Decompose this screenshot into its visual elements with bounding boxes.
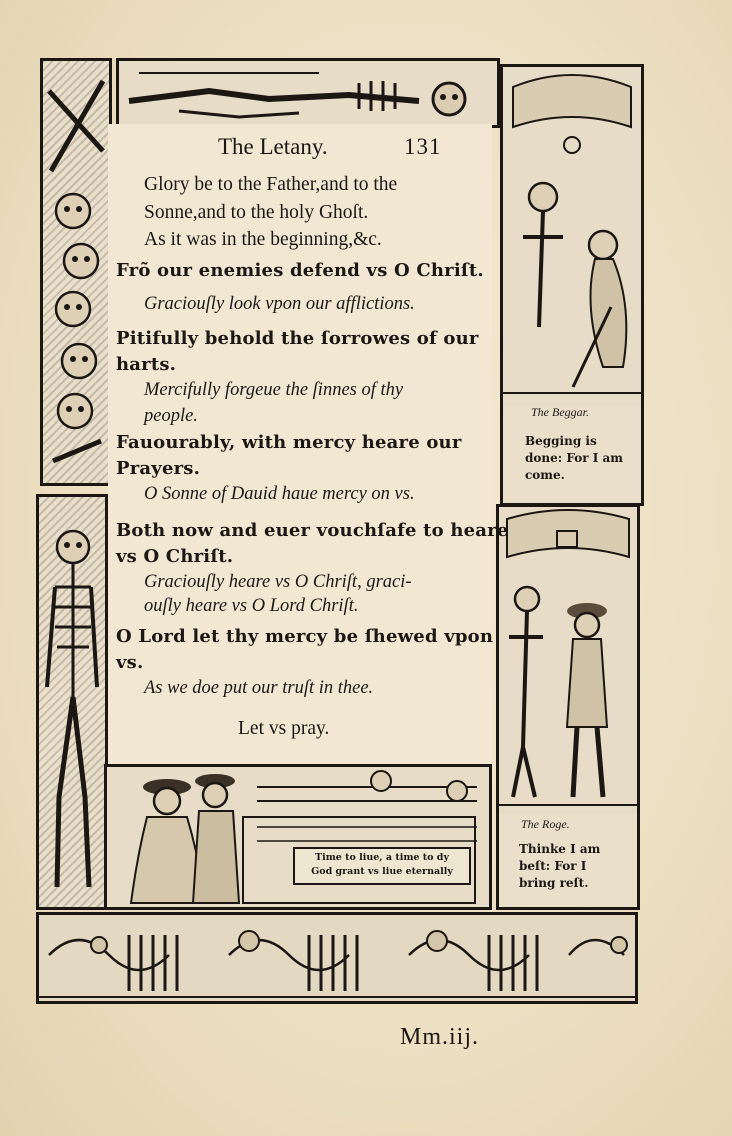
running-title: The Letany. [218, 134, 328, 159]
text-line: Sonne,and to the holy Ghoſt. [144, 202, 369, 223]
right-woodcut-beggar [500, 64, 644, 506]
rogue-verse-line: Thinke I am [519, 842, 601, 856]
beggar-verse-line: done: For I am [525, 451, 623, 465]
signature-mark: Mm.iij. [400, 1024, 480, 1050]
text-line: Graciouſly heare vs O Chriſt, graci- [144, 572, 412, 592]
text-line: ouſly heare vs O Lord Chriſt. [144, 596, 359, 616]
text-line: harts. [116, 354, 177, 375]
text-line: vs O Chriſt. [116, 546, 234, 567]
left-woodcut-skulls [40, 58, 112, 486]
text-line: O Lord let thy mercy be ſhewed vpon [116, 626, 494, 647]
text-line: O Sonne of Dauid haue mercy on vs. [144, 484, 415, 504]
beggar-caption: The Beggar. [531, 405, 589, 419]
text-line: Both now and euer vouchſafe to heare [116, 520, 509, 541]
plaque-line: God grant vs liue eternally [311, 866, 453, 877]
text-line: Let vs pray. [238, 718, 330, 739]
beggar-verse-line: come. [525, 468, 565, 482]
text-line: people. [144, 406, 198, 426]
page-number: 131 [404, 134, 442, 159]
rogue-verse [519, 841, 600, 892]
text-line: Frõ our enemies defend vs O Chriſt. [116, 260, 484, 281]
text-line: Graciouſly look vpon our afflictions. [144, 294, 415, 314]
running-header [108, 134, 492, 164]
text-line: Mercifully forgeue the ſinnes of thy [144, 380, 404, 400]
beggar-verse-line: Begging is [525, 434, 597, 448]
text-line: Prayers. [116, 458, 201, 479]
text-line: Glory be to the Father,and to the [144, 174, 398, 195]
footer-ornament-band [36, 912, 638, 1004]
text-line: Fauourably, with mercy heare our [116, 432, 462, 453]
text-line: vs. [116, 652, 144, 673]
top-woodcut-skeleton [116, 58, 500, 128]
litany-text-panel [108, 124, 509, 764]
beggar-verse [525, 433, 623, 484]
bottom-woodcut-scene [104, 764, 492, 910]
inscription-plaque [293, 847, 471, 885]
rogue-verse-line: bring reſt. [519, 876, 589, 890]
text-line: As it was in the beginning,&c. [144, 229, 382, 250]
left-woodcut-standing-skeleton [36, 494, 108, 910]
text-line: Pitifully behold the ſorrowes of our [116, 328, 479, 349]
text-line: As we doe put our truſt in thee. [144, 678, 374, 698]
rogue-verse-line: beſt: For I [519, 859, 587, 873]
rogue-caption: The Roge. [521, 817, 570, 831]
right-woodcut-rogue [496, 504, 640, 910]
plaque-line: Time to liue, a time to dy [315, 852, 449, 863]
